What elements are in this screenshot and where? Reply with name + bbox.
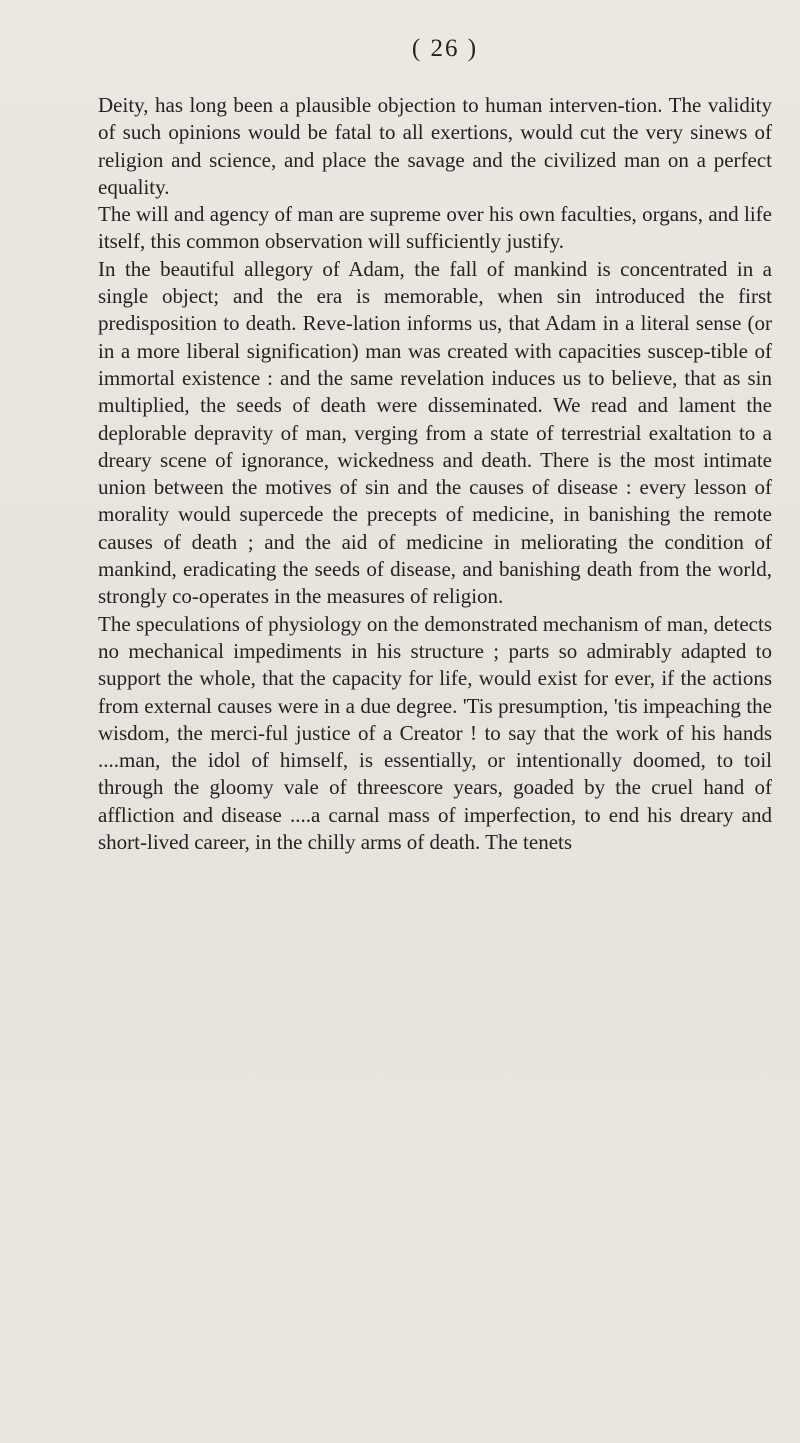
page-number: ( 26 ) bbox=[411, 35, 479, 62]
paragraph-deity-objection: Deity, has long been a plausible objection to human interven-tion. The validity of such opinions would be fatal to all exertions, would cut the very sinews of religion and science, and place the savage and the civilized man on a perfect equality. bbox=[98, 93, 772, 199]
paragraph-will-and-agency: The will and agency of man are supreme over his own faculties, organs, and life itself, this common observation will sufficiently justify. bbox=[98, 202, 772, 254]
body-text bbox=[98, 92, 772, 856]
paragraph-speculations-of-physiology: The speculations of physiology on the demonstrated mechanism of man, detects no mechanical impediments in his structure ; parts so admirably adapted to support the whole, that the capacity for life, would exist for ever, if the actions from external causes were in a due degree. 'Tis presumption, 'tis impeaching the wisdom, the merci-ful justice of a Creator ! to say that the work of his hands ....man, the idol of himself, is essentially, or intentionally doomed, to toil through the gloomy vale of threescore years, goaded by the cruel hand of affliction and disease ....a carnal mass of imperfection, to end his dreary and short-lived career, in the chilly arms of death. The tenets bbox=[98, 611, 772, 855]
paragraph-allegory-of-adam: In the beautiful allegory of Adam, the fall of mankind is concentrated in a single object; and the era is memorable, when sin introduced the first predisposition to death. Reve-lation informs us, that Adam in a literal sense (or in a more liberal signification) man was created with capacities suscep-tible of immortal existence : and the same revelation induces us to believe, that as sin multiplied, the seeds of death were disseminated. We read and lament the deplorable depravity of man, verging from a state of terrestrial exaltation to a dreary scene of ignorance, wickedness and death. There is the most intimate union between the motives of sin and the causes of disease : every lesson of morality would supercede the precepts of medicine, in banishing the remote causes of death ; and the aid of medicine in meliorating the condition of mankind, eradicating the seeds of disease, and banishing death from the world, strongly co-operates in the measures of religion. bbox=[98, 256, 772, 609]
